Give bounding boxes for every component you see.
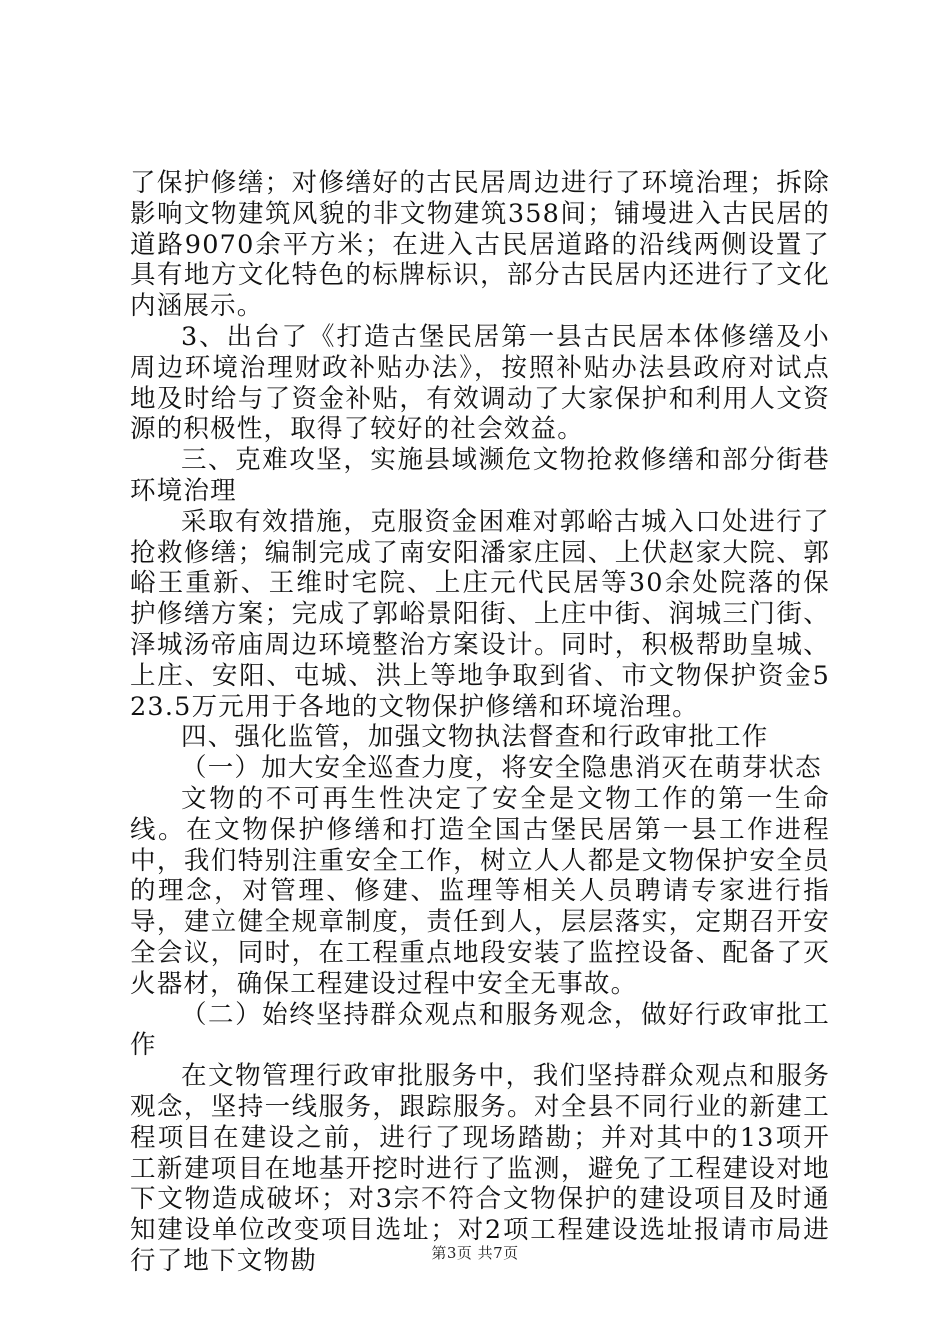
document-body — [130, 168, 830, 1277]
page-indicator: 第3页 共7页 — [431, 1244, 519, 1262]
paragraph-rescue-repair: 采取有效措施，克服资金困难对郭峪古城入口处进行了抢救修缮；编制完成了南安阳潘家庄园、上伏赵家大院、郭峪王重新、王维时宅院、上庄元代民居等30余处院落的保护修缮方案；完成了郭峪景阳街、上庄中街、润城三门街、泽城汤帝庙周边环境整治方案设计。同时，积极帮助皇城、上庄、安阳、屯城、洪上等地争取到省、市文物保护资金523.5万元用于各地的文物保护修缮和环境治理。 — [130, 506, 830, 722]
paragraph-subsidy-policy: 3、出台了《打造古堡民居第一县古民居本体修缮及小周边环境治理财政补贴办法》，按照补贴办法县政府对试点地及时给与了资金补贴，有效调动了大家保护和利用人文资源的积极性，取得了较好的社会效益。 — [130, 321, 830, 445]
paragraph-administrative-approval: 在文物管理行政审批服务中，我们坚持群众观点和服务观念，坚持一线服务，跟踪服务。对全县不同行业的新建工程项目在建设之前，进行了现场踏勘；并对其中的13项开工新建项目在地基开挖时进行了监测，避免了工程建设对地下文物造成破坏；对3宗不符合文物保护的建设项目及时通知建设单位改变项目选址；对2项工程建设选址报请市局进行了地下文物勘 — [130, 1061, 830, 1276]
section-heading-3: 三、克难攻坚，实施县域濒危文物抢救修缮和部分街巷环境治理 — [130, 445, 830, 506]
paragraph-safety-work: 文物的不可再生性决定了安全是文物工作的第一生命线。在文物保护修缮和打造全国古堡民居第一县工作进程中，我们特别注重安全工作，树立人人都是文物保护安全员的理念，对管理、修建、监理等相关人员聘请专家进行指导，建立健全规章制度，责任到人，层层落实，定期召开安全会议，同时，在工程重点地段安装了监控设备、配备了灭火器材，确保工程建设过程中安全无事故。 — [130, 783, 830, 999]
subsection-heading-2: （二）始终坚持群众观点和服务观念，做好行政审批工作 — [130, 999, 830, 1061]
page-footer — [0, 1244, 950, 1262]
subsection-heading-1: （一）加大安全巡查力度，将安全隐患消灭在萌芽状态 — [181, 753, 822, 784]
paragraph-continuation: 了保护修缮；对修缮好的古民居周边进行了环境治理；拆除影响文物建筑风貌的非文物建筑358间；铺墁进入古民居的道路9070余平方米；在进入古民居道路的沿线两侧设置了具有地方文化特色的标牌标识，部分古民居内还进行了文化内涵展示。 — [130, 168, 830, 322]
section-heading-4: 四、强化监管，加强文物执法督查和行政审批工作 — [181, 722, 769, 753]
